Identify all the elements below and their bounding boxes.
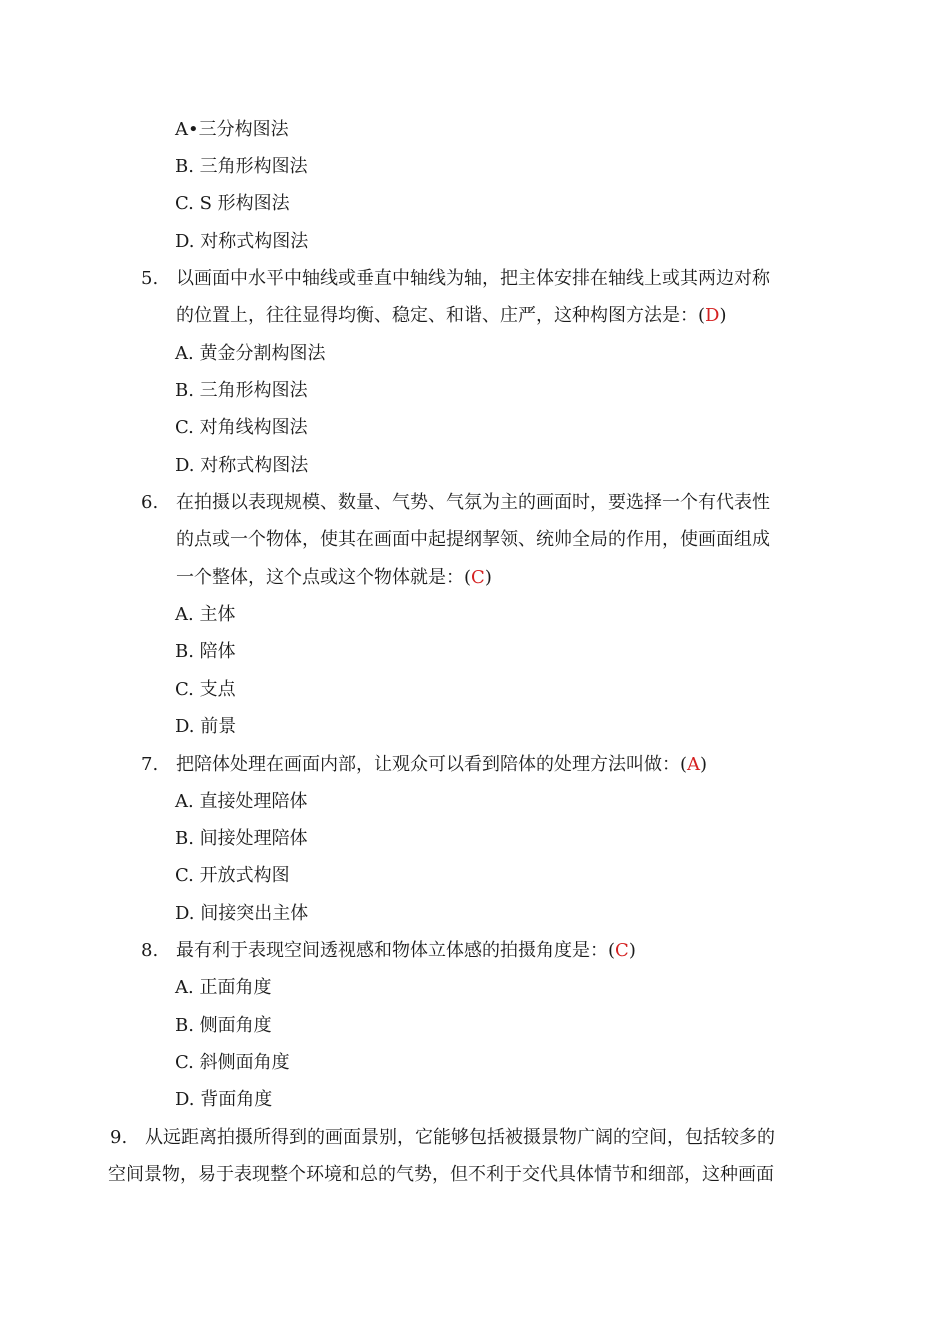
q5-option-b: B. 三角形构图法 bbox=[175, 380, 308, 401]
q6-text-line3: 一个整体，这个点或这个物体就是：(C) bbox=[176, 567, 492, 588]
q6-text-line2: 的点或一个物体，使其在画面中起提纲挈领、统帅全局的作用，使画面组成 bbox=[176, 529, 770, 550]
q8-number: 8. bbox=[141, 940, 159, 961]
q9-text-line2: 空间景物，易于表现整个环境和总的气势，但不利于交代具体情节和细部，这种画面 bbox=[108, 1164, 774, 1185]
q8-option-d: D. 背面角度 bbox=[175, 1089, 273, 1110]
q5-answer: D bbox=[705, 305, 720, 326]
q5-option-a: A. 黄金分割构图法 bbox=[175, 343, 326, 364]
q4-option-b: B. 三角形构图法 bbox=[175, 156, 308, 177]
q8-option-c: C. 斜侧面角度 bbox=[175, 1052, 290, 1073]
q7-option-a: A. 直接处理陪体 bbox=[175, 791, 308, 812]
q7-option-d: D. 间接突出主体 bbox=[175, 903, 309, 924]
q9-number: 9. bbox=[110, 1127, 128, 1148]
q7-answer: A bbox=[687, 754, 701, 775]
q6-option-a: A. 主体 bbox=[175, 604, 236, 625]
q8-option-b: B. 侧面角度 bbox=[175, 1015, 272, 1036]
q9-text-line1: 从远距离拍摄所得到的画面景别，它能够包括被摄景物广阔的空间，包括较多的 bbox=[145, 1127, 775, 1148]
q8-answer: C bbox=[615, 940, 629, 961]
q6-number: 6. bbox=[141, 492, 159, 513]
q6-option-b: B. 陪体 bbox=[175, 641, 236, 662]
q8-text-line1: 最有利于表现空间透视感和物体立体感的拍摄角度是：(C) bbox=[176, 940, 636, 961]
q5-text-line1: 以画面中水平中轴线或垂直中轴线为轴，把主体安排在轴线上或其两边对称 bbox=[176, 268, 770, 289]
q4-option-d: D. 对称式构图法 bbox=[175, 231, 309, 252]
q6-answer: C bbox=[471, 567, 485, 588]
q5-option-d: D. 对称式构图法 bbox=[175, 455, 309, 476]
q7-option-c: C. 开放式构图 bbox=[175, 865, 290, 886]
q4-option-c: C. S 形构图法 bbox=[175, 193, 290, 214]
q7-option-b: B. 间接处理陪体 bbox=[175, 828, 308, 849]
q6-option-c: C. 支点 bbox=[175, 679, 236, 700]
q5-text-line2: 的位置上，往往显得均衡、稳定、和谐、庄严，这种构图方法是：(D) bbox=[176, 305, 727, 326]
q5-number: 5. bbox=[141, 268, 159, 289]
q7-number: 7. bbox=[141, 754, 159, 775]
q6-option-d: D. 前景 bbox=[175, 716, 237, 737]
q4-option-a: A•三分构图法 bbox=[175, 119, 289, 140]
q5-option-c: C. 对角线构图法 bbox=[175, 417, 308, 438]
q6-text-line1: 在拍摄以表现规模、数量、气势、气氛为主的画面时，要选择一个有代表性 bbox=[176, 492, 770, 513]
q7-text-line1: 把陪体处理在画面内部，让观众可以看到陪体的处理方法叫做：(A) bbox=[176, 754, 708, 775]
q8-option-a: A. 正面角度 bbox=[175, 977, 272, 998]
